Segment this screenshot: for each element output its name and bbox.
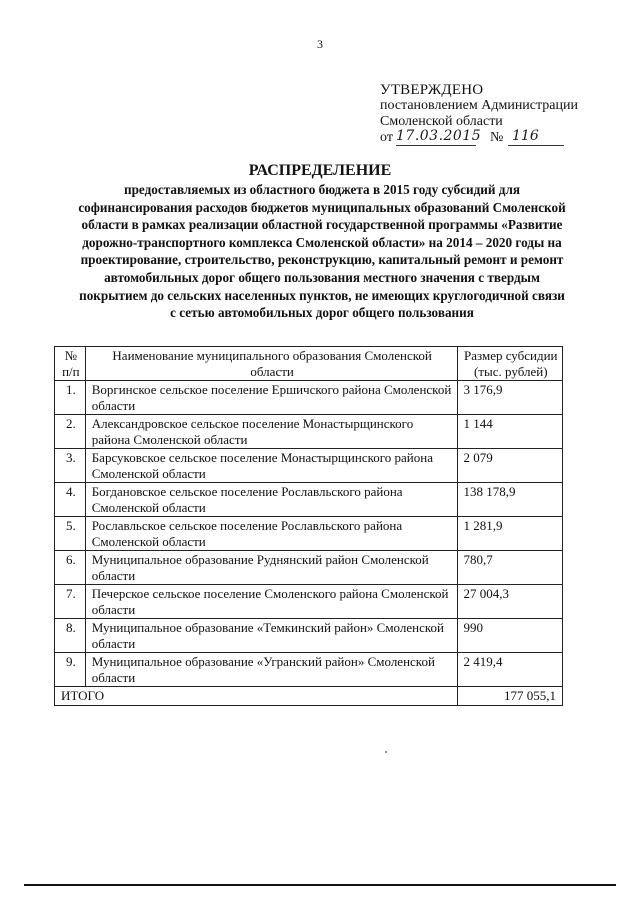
table-row: [55, 619, 563, 653]
approval-heading: УТВЕРЖДЕНО: [380, 82, 484, 98]
table-row: [55, 653, 563, 687]
row-municipality: Рославльское сельское поселение Рославльского района Смоленской области: [85, 517, 457, 551]
row-municipality: Воргинское сельское поселение Ершичского района Смоленской области: [85, 381, 457, 415]
page-number: 3: [317, 37, 323, 51]
row-number: 6.: [55, 551, 86, 585]
row-amount: 990: [457, 619, 562, 653]
row-number: 4.: [55, 483, 86, 517]
table-row: [55, 551, 563, 585]
row-municipality: Богдановское сельское поселение Рославльского района Смоленской области: [85, 483, 457, 517]
row-number: 8.: [55, 619, 86, 653]
total-label: ИТОГО: [55, 687, 458, 706]
number-underline: [508, 145, 564, 146]
date-underline: [396, 145, 476, 146]
header-number: № п/п: [55, 347, 86, 381]
row-amount: 1 144: [457, 415, 562, 449]
row-amount: 2 419,4: [457, 653, 562, 687]
subsidy-table: [54, 346, 563, 706]
row-amount: 3 176,9: [457, 381, 562, 415]
row-municipality: Муниципальное образование Руднянский район Смоленской области: [85, 551, 457, 585]
table-row: [55, 381, 563, 415]
document-subtitle: предоставляемых из областного бюджета в 2015 году субсидий для софинансирования расходов бюджетов муниципальных образований Смоленской области в рамках реализации областной государственной программы «Развитие дорожно-транспортного комплекса Смоленской области» на 2014 – 2020 годы на проектирование, строительство, реконструкцию, капитальный ремонт и ремонт автомобильных дорог общего пользования местного значения с твердым покрытием до сельских населенных пунктов, не имеющих круглогодичной связи с сетью автомобильных дорог общего пользования: [78, 182, 566, 321]
row-amount: 2 079: [457, 449, 562, 483]
row-number: 1.: [55, 381, 86, 415]
table-row: [55, 483, 563, 517]
approval-block: [380, 82, 578, 148]
row-amount: 1 281,9: [457, 517, 562, 551]
row-municipality: Муниципальное образование «Темкинский район» Смоленской области: [85, 619, 457, 653]
table-row: [55, 585, 563, 619]
row-municipality: Барсуковское сельское поселение Монастырщинского района Смоленской области: [85, 449, 457, 483]
row-municipality: Александровское сельское поселение Монастырщинского района Смоленской области: [85, 415, 457, 449]
row-number: 7.: [55, 585, 86, 619]
row-amount: 780,7: [457, 551, 562, 585]
row-amount: 27 004,3: [457, 585, 562, 619]
row-amount: 138 178,9: [457, 483, 562, 517]
table-header-row: [55, 347, 563, 381]
row-number: 3.: [55, 449, 86, 483]
table-row: [55, 517, 563, 551]
row-number: 2.: [55, 415, 86, 449]
document-title: РАСПРЕДЕЛЕНИЕ: [248, 162, 392, 179]
handwritten-date: 17.03.2015: [396, 128, 482, 144]
from-label: от: [380, 130, 393, 145]
total-amount: 177 055,1: [457, 687, 562, 706]
header-amount: Размер субсидии (тыс. рублей): [457, 347, 562, 381]
number-label: №: [490, 130, 504, 145]
header-municipality: Наименование муниципального образования Смоленской области: [85, 347, 457, 381]
handwritten-number: 116: [512, 128, 539, 144]
table-total-row: [55, 687, 563, 706]
approval-line-2: Смоленской области: [380, 114, 503, 129]
approval-signature-line: [380, 130, 578, 148]
row-number: 5.: [55, 517, 86, 551]
approval-line-1: постановлением Администрации: [380, 98, 578, 113]
bottom-rule: [24, 884, 616, 886]
table-row: [55, 449, 563, 483]
scan-speck: [385, 751, 387, 753]
table-row: [55, 415, 563, 449]
row-municipality: Муниципальное образование «Угранский район» Смоленской области: [85, 653, 457, 687]
row-number: 9.: [55, 653, 86, 687]
row-municipality: Печерское сельское поселение Смоленского района Смоленской области: [85, 585, 457, 619]
